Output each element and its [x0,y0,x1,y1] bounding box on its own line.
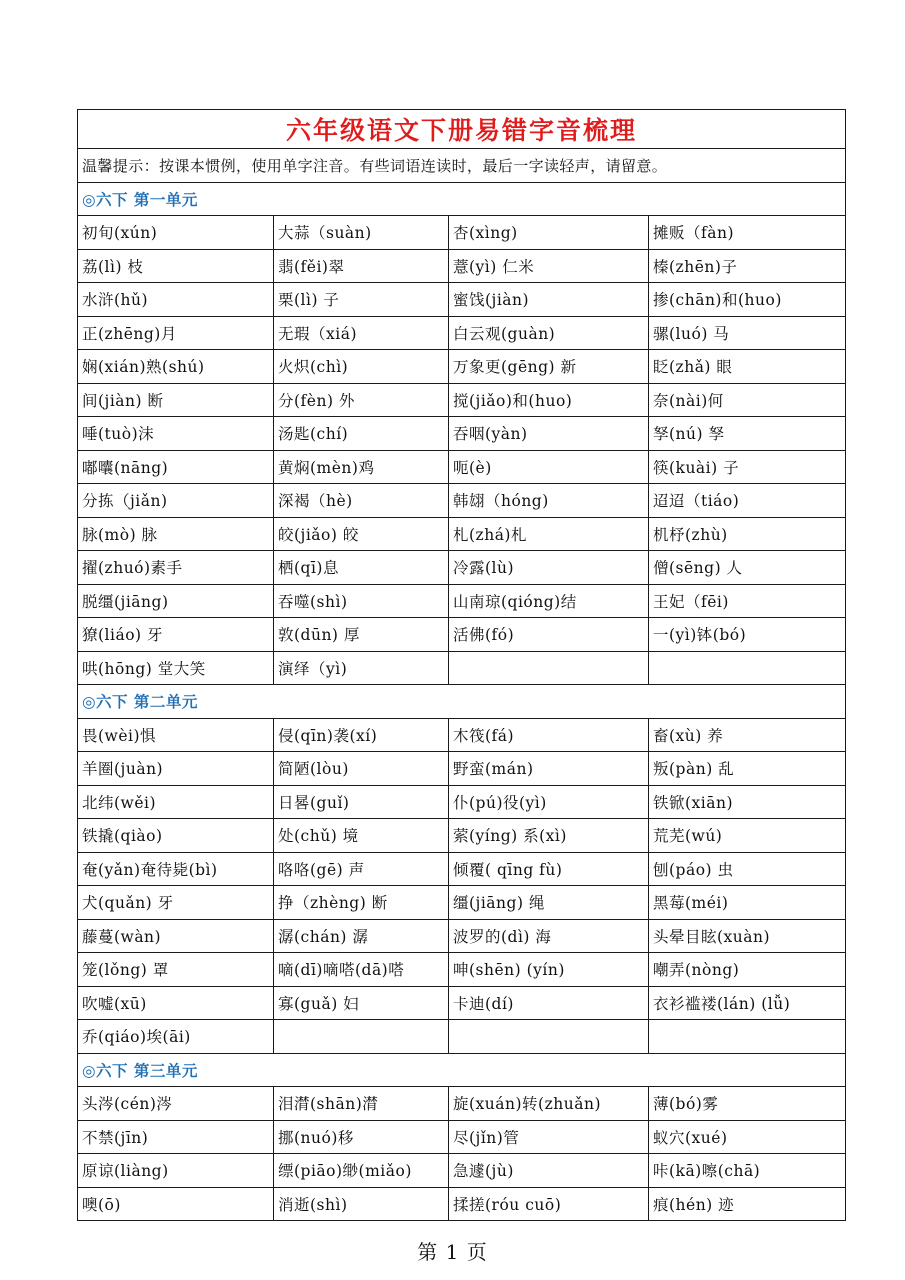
table-row [78,216,846,250]
table-row [78,450,846,484]
table-row [78,249,846,283]
word-cell: 唾(tuò)沫 [78,417,274,451]
word-cell: 正(zhēng)月 [78,316,274,350]
word-cell: 奄(yǎn)奄待毙(bì) [78,852,274,886]
word-cell: 榛(zhēn)子 [649,249,846,283]
unit-heading-row [78,1053,846,1087]
word-cell: 痕(hén) 迹 [649,1187,846,1221]
table-row [78,618,846,652]
word-cell: 简陋(lòu) [274,752,449,786]
word-cell: 吞咽(yàn) [449,417,649,451]
word-cell: 汤匙(chí) [274,417,449,451]
word-cell: 呻(shēn) (yín) [449,953,649,987]
word-cell: 间(jiàn) 断 [78,383,274,417]
word-cell: 迢迢（tiáo) [649,484,846,518]
word-cell: 薄(bó)雾 [649,1087,846,1121]
table-row [78,283,846,317]
table-row [78,551,846,585]
unit-heading: ◎六下 第三单元 [78,1053,846,1087]
word-cell [449,651,649,685]
word-cell: 嘀(dī)嘀嗒(dā)嗒 [274,953,449,987]
tip-row [78,149,846,183]
word-cell: 掺(chān)和(huo) [649,283,846,317]
table-row [78,584,846,618]
word-cell: 山南琼(qióng)结 [449,584,649,618]
table-row [78,785,846,819]
word-cell: 羊圈(juàn) [78,752,274,786]
word-cell: 演绎（yì) [274,651,449,685]
table-row [78,1187,846,1221]
word-cell: 獠(liáo) 牙 [78,618,274,652]
table-row [78,852,846,886]
word-cell: 皎(jiǎo) 皎 [274,517,449,551]
word-cell: 挣（zhèng) 断 [274,886,449,920]
word-cell: 不禁(jīn) [78,1120,274,1154]
table-row [78,1087,846,1121]
word-cell: 头涔(cén)涔 [78,1087,274,1121]
word-cell: 冷露(lù) [449,551,649,585]
word-cell: 野蛮(mán) [449,752,649,786]
word-cell: 急遽(jù) [449,1154,649,1188]
word-cell: 杏(xìng) [449,216,649,250]
word-cell [649,651,846,685]
word-cell: 犬(quǎn) 牙 [78,886,274,920]
word-cell: 僧(sēng) 人 [649,551,846,585]
word-cell: 寡(guǎ) 妇 [274,986,449,1020]
unit-heading-row [78,685,846,719]
word-cell: 噢(ō) [78,1187,274,1221]
word-cell: 蚁穴(xué) [649,1120,846,1154]
word-cell: 侵(qīn)袭(xí) [274,718,449,752]
word-cell: 初旬(xún) [78,216,274,250]
word-cell: 波罗的(dì) 海 [449,919,649,953]
word-cell: 嘟囔(nāng) [78,450,274,484]
unit-heading: ◎六下 第一单元 [78,182,846,216]
word-cell: 荒芜(wú) [649,819,846,853]
table-row [78,651,846,685]
word-cell: 刨(páo) 虫 [649,852,846,886]
word-cell: 分拣（jiǎn) [78,484,274,518]
word-cell: 娴(xián)熟(shú) [78,350,274,384]
word-cell: 原谅(liàng) [78,1154,274,1188]
word-cell: 荔(lì) 枝 [78,249,274,283]
table-row [78,953,846,987]
word-cell: 薏(yì) 仁米 [449,249,649,283]
word-cell: 铁撬(qiào) [78,819,274,853]
tip-text: 温馨提示：按课本惯例，使用单字注音。有些词语连读时，最后一字读轻声，请留意。 [78,149,846,183]
word-cell: 衣衫褴褛(lán) (lǚ) [649,986,846,1020]
word-cell: 王妃（fēi) [649,584,846,618]
word-cell: 叛(pàn) 乱 [649,752,846,786]
word-cell: 嘲弄(nòng) [649,953,846,987]
table-row [78,752,846,786]
table-row [78,986,846,1020]
word-cell: 栖(qī)息 [274,551,449,585]
word-cell: 活佛(fó) [449,618,649,652]
table-row [78,1154,846,1188]
word-cell: 铁锨(xiān) [649,785,846,819]
word-cell: 摊贩（fàn) [649,216,846,250]
word-cell: 眨(zhǎ) 眼 [649,350,846,384]
word-cell: 呃(è) [449,450,649,484]
word-cell: 白云观(guàn) [449,316,649,350]
pronunciation-table-body [78,110,846,1221]
word-cell: 哄(hōng) 堂大笑 [78,651,274,685]
word-cell: 大蒜（suàn) [274,216,449,250]
word-cell [274,1020,449,1054]
table-row [78,919,846,953]
word-cell: 翡(fěi)翠 [274,249,449,283]
word-cell: 黄焖(mèn)鸡 [274,450,449,484]
word-cell: 卡迪(dí) [449,986,649,1020]
word-cell: 蜜饯(jiàn) [449,283,649,317]
word-cell: 乔(qiáo)埃(āi) [78,1020,274,1054]
word-cell: 揉搓(róu cuō) [449,1187,649,1221]
word-cell: 吹嘘(xū) [78,986,274,1020]
word-cell: 挪(nuó)移 [274,1120,449,1154]
table-row [78,886,846,920]
word-cell: 万象更(gēng) 新 [449,350,649,384]
page-number: 第 1 页 [417,1240,488,1264]
word-cell: 仆(pú)役(yì) [449,785,649,819]
word-cell: 木筏(fá) [449,718,649,752]
table-row [78,383,846,417]
word-cell: 脱缰(jiāng) [78,584,274,618]
table-row [78,819,846,853]
word-cell [649,1020,846,1054]
word-cell: 水浒(hǔ) [78,283,274,317]
word-cell: 畜(xù) 养 [649,718,846,752]
word-cell: 搅(jiǎo)和(huo) [449,383,649,417]
word-cell: 吞噬(shì) [274,584,449,618]
word-cell: 栗(lì) 子 [274,283,449,317]
word-cell: 处(chǔ) 境 [274,819,449,853]
word-cell: 北纬(wěi) [78,785,274,819]
word-cell: 无瑕（xiá) [274,316,449,350]
word-cell: 消逝(shì) [274,1187,449,1221]
table-row [78,718,846,752]
word-cell: 分(fèn) 外 [274,383,449,417]
word-cell: 脉(mò) 脉 [78,517,274,551]
table-row [78,350,846,384]
word-cell: 机杼(zhù) [649,517,846,551]
word-cell: 骡(luó) 马 [649,316,846,350]
word-cell: 缥(piāo)缈(miǎo) [274,1154,449,1188]
word-cell: 黑莓(méi) [649,886,846,920]
word-cell: 旋(xuán)转(zhuǎn) [449,1087,649,1121]
word-cell: 敦(dūn) 厚 [274,618,449,652]
title-row [78,110,846,149]
word-cell: 头晕目眩(xuàn) [649,919,846,953]
word-cell: 倾覆( qīng fù) [449,852,649,886]
word-cell [449,1020,649,1054]
word-cell: 缰(jiāng) 绳 [449,886,649,920]
word-cell: 日晷(guǐ) [274,785,449,819]
table-row [78,316,846,350]
word-cell: 筷(kuài) 子 [649,450,846,484]
word-cell: 深褐（hè) [274,484,449,518]
document-title: 六年级语文下册易错字音梳理 [78,110,846,149]
unit-heading-row [78,182,846,216]
table-row [78,1120,846,1154]
table-row [78,484,846,518]
word-cell: 火炽(chì) [274,350,449,384]
word-cell: 藤蔓(wàn) [78,919,274,953]
word-cell: 潺(chán) 潺 [274,919,449,953]
word-cell: 韩翃（hóng) [449,484,649,518]
word-cell: 萦(yíng) 系(xì) [449,819,649,853]
word-cell: 咯咯(gē) 声 [274,852,449,886]
word-cell: 笼(lǒng) 罩 [78,953,274,987]
word-cell: 泪潸(shān)潸 [274,1087,449,1121]
table-row [78,1020,846,1054]
unit-heading: ◎六下 第二单元 [78,685,846,719]
table-row [78,417,846,451]
word-cell: 札(zhá)札 [449,517,649,551]
word-cell: 咔(kā)嚓(chā) [649,1154,846,1188]
word-cell: 一(yì)钵(bó) [649,618,846,652]
word-cell: 奈(nài)何 [649,383,846,417]
table-row [78,517,846,551]
word-cell: 畏(wèi)惧 [78,718,274,752]
word-cell: 擢(zhuó)素手 [78,551,274,585]
word-cell: 尽(jǐn)管 [449,1120,649,1154]
pronunciation-table [77,109,846,1221]
word-cell: 孥(nú) 孥 [649,417,846,451]
